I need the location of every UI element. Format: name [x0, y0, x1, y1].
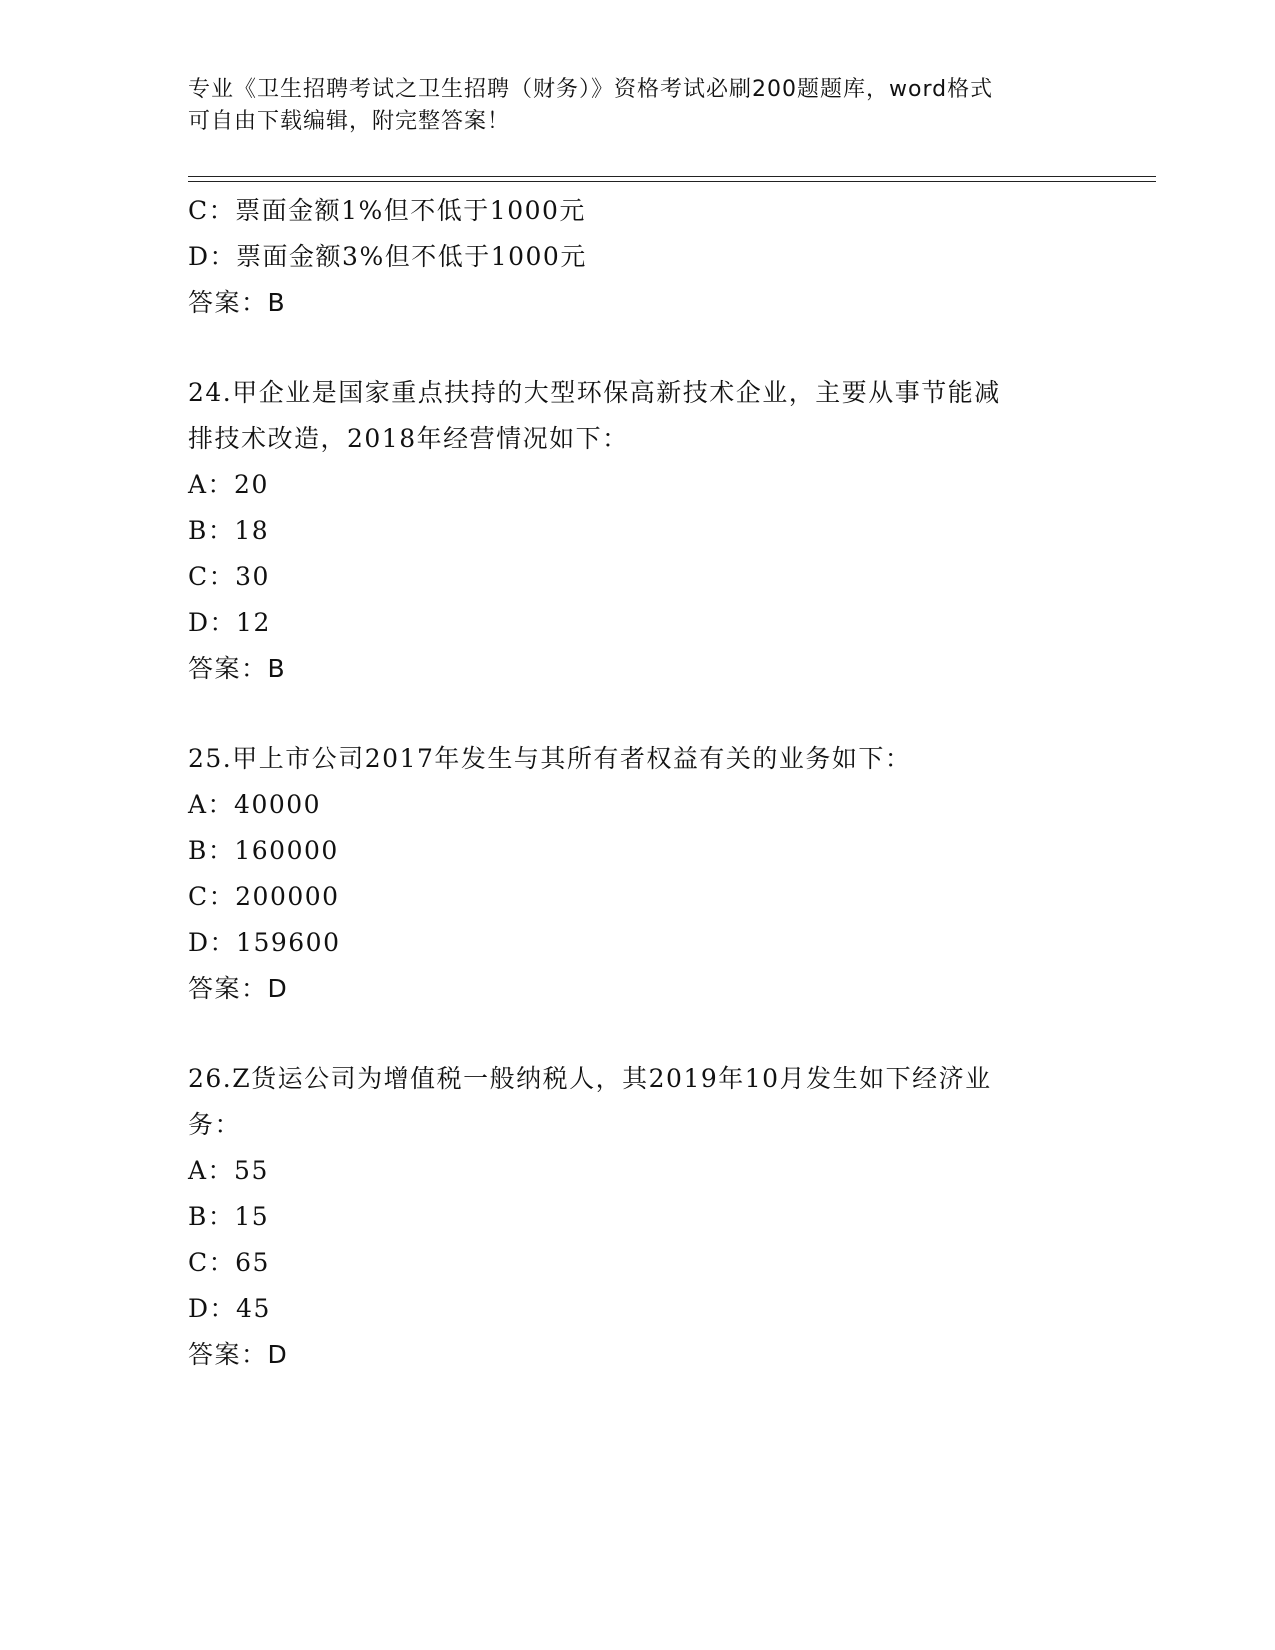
- option-b: B：160000: [188, 836, 339, 865]
- option-d: D：票面金额3%但不低于1000元: [188, 242, 587, 271]
- option-d: D：45: [188, 1294, 271, 1323]
- option-d: D：159600: [188, 928, 341, 957]
- header-divider-top: [188, 176, 1156, 177]
- option-a: A：55: [188, 1156, 269, 1185]
- answer-line: 答案：D: [188, 1340, 289, 1369]
- question-text-line-2: 排技术改造，2018年经营情况如下：: [188, 424, 629, 453]
- question-25: [188, 736, 1088, 1012]
- option-b: B：18: [188, 516, 270, 545]
- question-26: [188, 1056, 1088, 1378]
- answer-line: 答案：B: [188, 288, 287, 317]
- option-d: D：12: [188, 608, 271, 637]
- question-text-line-1: 25.甲上市公司2017年发生与其所有者权益有关的业务如下：: [188, 744, 912, 773]
- document-header: [188, 74, 1088, 138]
- header-divider-bottom: [188, 181, 1156, 182]
- option-b: B：15: [188, 1202, 270, 1231]
- option-c: C：30: [188, 562, 270, 591]
- question-list: [188, 188, 1088, 1378]
- answer-line: 答案：D: [188, 974, 289, 1003]
- header-line-2: 可自由下载编辑，附完整答案！: [188, 109, 511, 134]
- prev-question-block: [188, 188, 1088, 326]
- option-a: A：40000: [188, 790, 322, 819]
- option-c: C：票面金额1%但不低于1000元: [188, 196, 586, 225]
- header-line-1: 专业《卫生招聘考试之卫生招聘（财务）》资格考试必刷200题题库，word格式: [188, 77, 994, 102]
- option-a: A：20: [188, 470, 269, 499]
- option-c: C：200000: [188, 882, 340, 911]
- question-text-line-1: 24.甲企业是国家重点扶持的大型环保高新技术企业，主要从事节能减: [188, 378, 1001, 407]
- question-text-line-1: 26.Z货运公司为增值税一般纳税人，其2019年10月发生如下经济业: [188, 1064, 992, 1093]
- question-text-line-2: 务：: [188, 1110, 242, 1139]
- answer-line: 答案：B: [188, 654, 287, 683]
- question-24: [188, 370, 1088, 692]
- option-c: C：65: [188, 1248, 270, 1277]
